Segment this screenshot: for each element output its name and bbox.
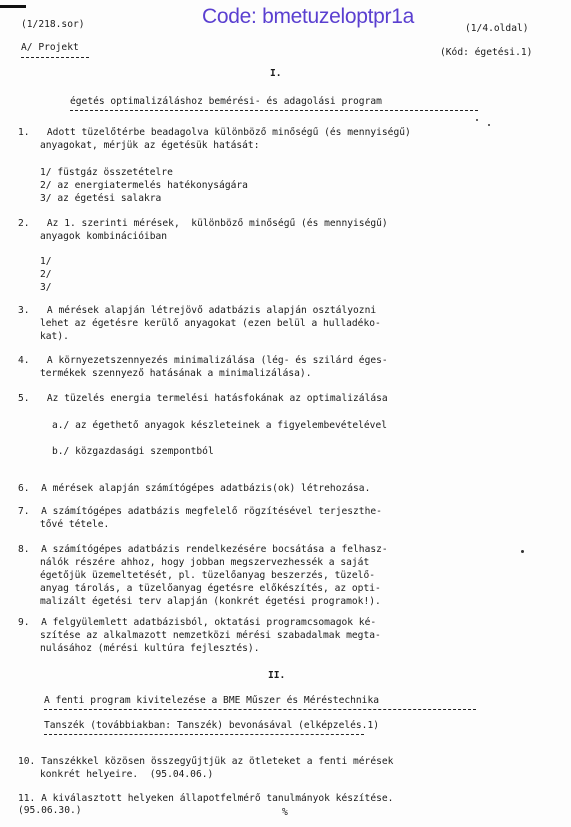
list-item-8-line-2: nálók részére ahhoz, hogy jobban megszervezhessék a saját: [40, 557, 370, 568]
item-number: 6.: [18, 483, 30, 494]
item-text-line: A felgyülemlett adatbázisból, oktatási programcsomagok ké-: [41, 617, 377, 628]
item-2-sub-3: 3/: [40, 282, 52, 293]
list-item-8-line-5: malizált égetési terv alapján (konkrét égetési programok!).: [40, 596, 381, 607]
item-number: 9.: [18, 617, 30, 628]
list-item-8-line-4: anyag tárolás, a tüzelőanyag égetésre előkészítés, az opti-: [40, 583, 381, 594]
section-1-numeral: I.: [270, 68, 282, 79]
item-text-line: A mérések alapján létrejövő adatbázis alapján osztályozni: [46, 305, 377, 316]
list-item-9-line-2: szítése az alkalmazott nemzetközi mérési szabadalmak megta-: [40, 630, 381, 641]
item-2-sub-2: 2/: [40, 269, 52, 280]
item-number: 10.: [18, 756, 36, 767]
section-2-numeral: II.: [268, 670, 286, 681]
item-number: 11.: [18, 793, 36, 804]
code-reference: (Kód: égetési.1): [440, 47, 533, 58]
item-text-line: Adott tüzelőtérbe beadagolva különböző minőségű (és mennyiségű): [46, 127, 411, 138]
list-item-1: [18, 127, 411, 138]
item-2-sub-1: 1/: [40, 256, 52, 267]
list-item-5: [18, 393, 388, 404]
list-item-10-line-2: konkrét helyeire. (95.04.06.): [40, 769, 214, 780]
project-heading: A/ Projekt: [21, 42, 79, 53]
footer-mark: %: [282, 807, 288, 818]
item-text-line: A számítógépes adatbázis megfelelő rögzítésével terjeszthe-: [41, 506, 382, 517]
item-number: 2.: [18, 218, 30, 229]
scan-artifact-mark: [0, 5, 26, 8]
item-number: 1.: [18, 127, 30, 138]
section-2-intro-line-2: Tanszék (továbbiakban: Tanszék) bevonásával (elképzelés.1): [44, 720, 380, 731]
item-text-line: A mérések alapján számítógépes adatbázis(ok) létrehozása.: [41, 483, 371, 494]
list-item-9: [18, 617, 376, 628]
item-5-sub-a: a./ az égethető anyagok készleteinek a figyelembevételével: [52, 420, 388, 431]
sheet-reference: (1/218.sor): [21, 19, 85, 30]
list-item-4-line-2: termékek szennyező hatásának a minimalizálása).: [40, 368, 312, 379]
list-item-7-line-2: tővé tétele.: [40, 519, 110, 530]
list-item-10: [18, 756, 393, 767]
item-text-line: A környezetszennyezés minimalizálása (lég- és szilárd éges-: [46, 355, 388, 366]
item-number: 7.: [18, 506, 30, 517]
section-2-rule-1: [44, 709, 476, 710]
scan-speck: [476, 119, 478, 121]
list-item-2: [18, 218, 388, 229]
document-code-label: Code: bmetuzeloptpr1a: [202, 5, 415, 28]
list-item-9-line-3: nulásához (mérési kultúra fejlesztés).: [40, 643, 260, 654]
section-2-intro-line-1: A fenti program kivitelezése a BME Műszer és Méréstechnika: [44, 695, 380, 706]
list-item-11-line-2: (95.06.30.): [18, 805, 82, 816]
scan-speck: [488, 124, 490, 126]
list-item-3-line-3: kat).: [40, 331, 69, 342]
list-item-3: [18, 305, 376, 316]
list-item-6: [18, 483, 370, 494]
page-number: (1/4.oldal): [465, 23, 529, 34]
list-item-4: [18, 355, 388, 366]
list-item-11: [18, 793, 393, 804]
item-text-line: Az 1. szerinti mérések, különböző minőségű (és mennyiségű): [46, 218, 388, 229]
item-5-sub-b: b./ közgazdasági szempontból: [52, 446, 214, 457]
list-item-1-line-2: anyagokat, mérjük az égetésük hatását:: [40, 140, 260, 151]
item-1-sub-2: 2/ az energiatermelés hatékonyságára: [40, 180, 248, 191]
section-1-title: égetés optimalizáláshoz bemérési- és adagolási program: [70, 96, 382, 107]
list-item-8: [18, 544, 388, 555]
scan-speck: [521, 550, 524, 553]
item-text-line: Tanszékkel közösen összegyűjtjük az ötleteket a fenti mérések: [41, 756, 394, 767]
item-text-line: A számítógépes adatbázis rendelkezésére bocsátása a felhasz-: [41, 544, 388, 555]
item-text-line: A kiválasztott helyeken állapotfelmérő tanulmányok készítése.: [41, 793, 394, 804]
list-item-7: [18, 506, 382, 517]
project-underline: [21, 57, 89, 58]
section-2-rule-2: [44, 734, 364, 735]
list-item-8-line-3: égetőjük üzemeltetését, pl. tüzelőanyag beszerzés, tüzelő-: [40, 570, 376, 581]
item-number: 4.: [18, 355, 30, 366]
item-1-sub-3: 3/ az égetési salakra: [40, 193, 162, 204]
section-1-title-underline: [70, 110, 478, 111]
item-1-sub-1: 1/ füstgáz összetételre: [40, 167, 173, 178]
item-number: 3.: [18, 305, 30, 316]
item-number: 5.: [18, 393, 30, 404]
list-item-2-line-2: anyagok kombinációiban: [40, 231, 168, 242]
list-item-3-line-2: lehet az égetésre kerülő anyagokat (ezen belül a hulladéko-: [40, 318, 381, 329]
item-number: 8.: [18, 544, 30, 555]
item-text-line: Az tüzelés energia termelési hatásfokának az optimalizálása: [46, 393, 388, 404]
